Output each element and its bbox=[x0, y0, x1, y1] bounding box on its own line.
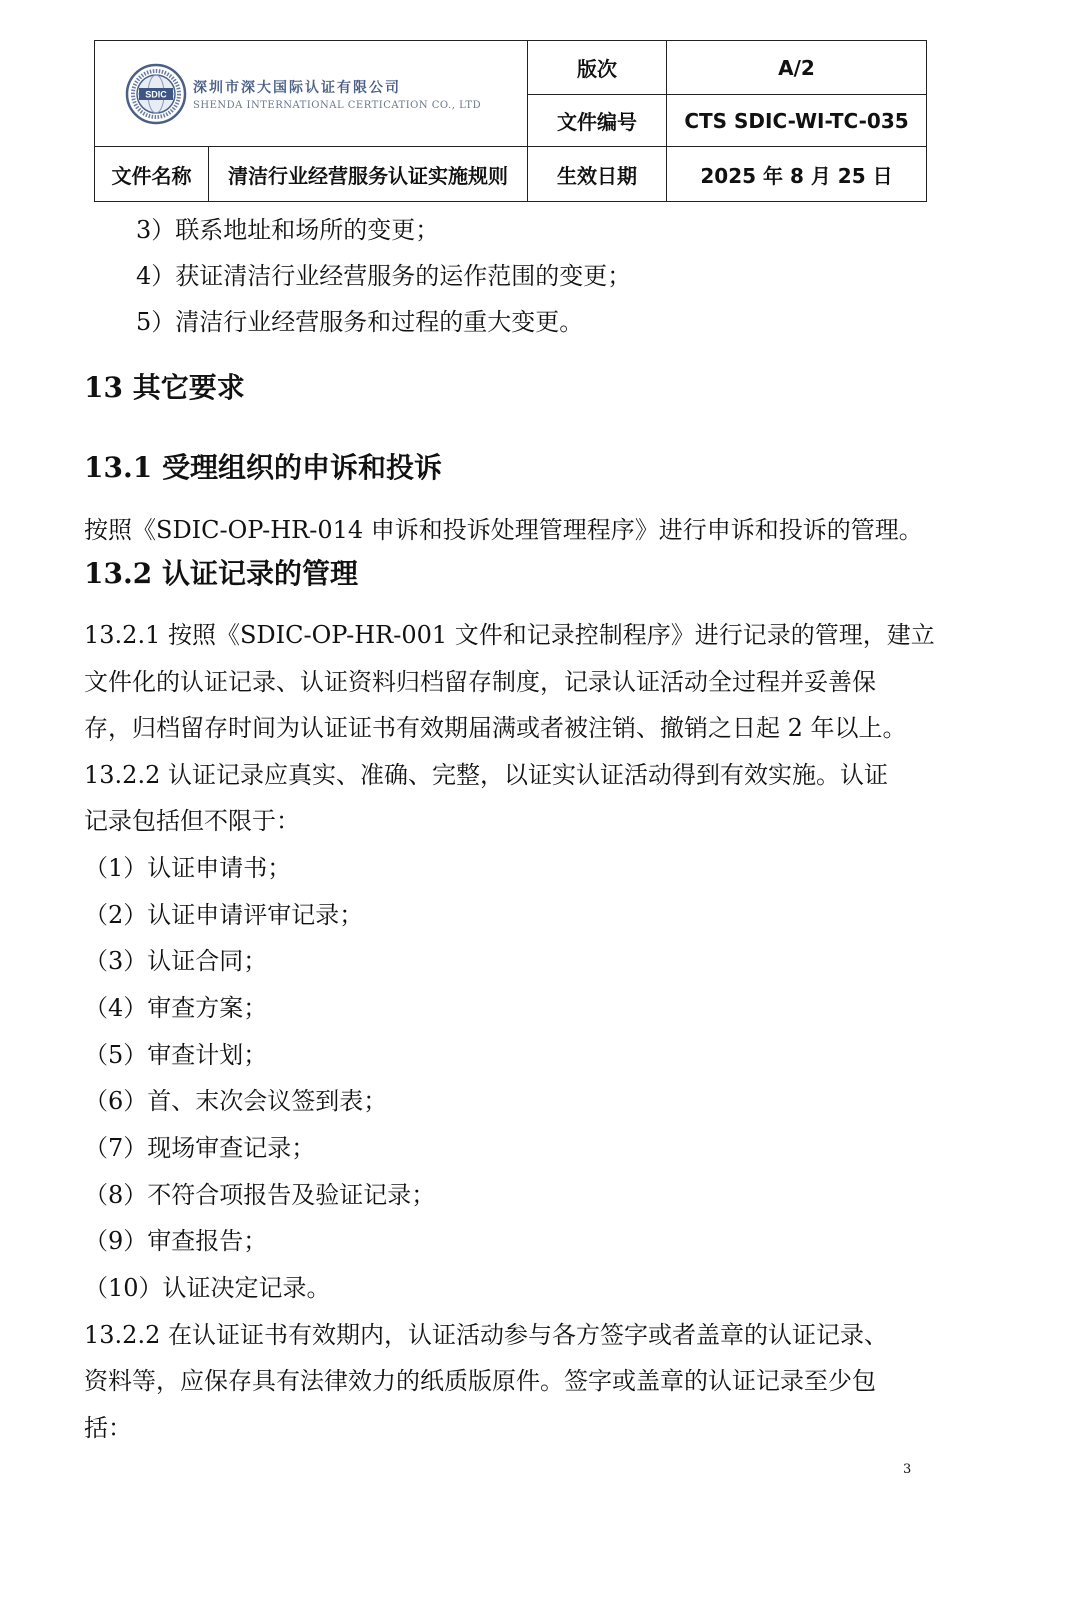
paragraph-13-2-2-line-2: 记录包括但不限于： bbox=[84, 807, 300, 835]
paragraph-13-2-2b-line-1: 13.2.2 在认证证书有效期内，认证活动参与各方签字或者盖章的认证记录、 bbox=[84, 1321, 888, 1349]
docname-value: 清洁行业经营服务认证实施规则 bbox=[228, 163, 508, 188]
section-13-heading: 13 其它要求 bbox=[84, 371, 245, 404]
record-item: （7）现场审查记录； bbox=[84, 1134, 316, 1162]
paragraph-13-2-2b-line-3: 括： bbox=[84, 1414, 132, 1442]
effective-label: 生效日期 bbox=[528, 147, 667, 202]
version-label: 版次 bbox=[528, 41, 667, 95]
record-item: （10）认证决定记录。 bbox=[84, 1274, 331, 1302]
docname-label: 文件名称 bbox=[95, 147, 209, 201]
company-logo bbox=[125, 63, 187, 125]
paragraph-13-2-1-line-1: 13.2.1 按照《SDIC-OP-HR-001 文件和记录控制程序》进行记录的管理，建立 bbox=[84, 621, 935, 649]
section-13-1-heading: 13.1 受理组织的申诉和投诉 bbox=[84, 451, 442, 484]
paragraph-13-2-2b-line-2: 资料等，应保存具有法律效力的纸质版原件。签字或盖章的认证记录至少包 bbox=[84, 1367, 876, 1395]
paragraph-13-2-2-line-1: 13.2.2 认证记录应真实、准确、完整，以证实认证活动得到有效实施。认证 bbox=[84, 761, 888, 789]
version-value: A/2 bbox=[667, 41, 927, 95]
document-header-table bbox=[94, 40, 927, 202]
company-logo-cell bbox=[95, 41, 528, 147]
record-item: （2）认证申请评审记录； bbox=[84, 901, 364, 929]
list-item-3: 3）联系地址和场所的变更； bbox=[136, 216, 440, 244]
paragraph-13-2-1-line-3: 存，归档留存时间为认证证书有效期届满或者被注销、撤销之日起 2 年以上。 bbox=[84, 714, 907, 742]
section-13-2-heading: 13.2 认证记录的管理 bbox=[84, 557, 358, 590]
record-item: （4）审查方案； bbox=[84, 994, 268, 1022]
docno-label: 文件编号 bbox=[528, 95, 667, 147]
paragraph-13-2-1-line-2: 文件化的认证记录、认证资料归档留存制度，记录认证活动全过程并妥善保 bbox=[84, 668, 876, 696]
record-item: （3）认证合同； bbox=[84, 947, 268, 975]
svg-text:SDIC: SDIC bbox=[145, 89, 167, 99]
record-item: （6）首、末次会议签到表； bbox=[84, 1087, 388, 1115]
record-item: （5）审查计划； bbox=[84, 1041, 268, 1069]
effective-value: 2025 年 8 月 25 日 bbox=[667, 147, 927, 202]
list-item-5: 5）清洁行业经营服务和过程的重大变更。 bbox=[136, 308, 584, 336]
docno-value: CTS SDIC-WI-TC-035 bbox=[667, 95, 927, 147]
docname-row bbox=[95, 147, 528, 202]
record-item: （1）认证申请书； bbox=[84, 854, 292, 882]
record-item: （8）不符合项报告及验证记录； bbox=[84, 1181, 436, 1209]
page-number: 3 bbox=[903, 1462, 912, 1477]
record-item: （9）审查报告； bbox=[84, 1227, 268, 1255]
list-item-4: 4）获证清洁行业经营服务的运作范围的变更； bbox=[136, 262, 632, 290]
company-name-en: SHENDA INTERNATIONAL CERTICATION CO., LTD bbox=[193, 99, 482, 111]
section-13-1-paragraph: 按照《SDIC-OP-HR-014 申诉和投诉处理管理程序》进行申诉和投诉的管理。 bbox=[84, 516, 923, 544]
company-name-cn: 深圳市深大国际认证有限公司 bbox=[193, 79, 401, 96]
